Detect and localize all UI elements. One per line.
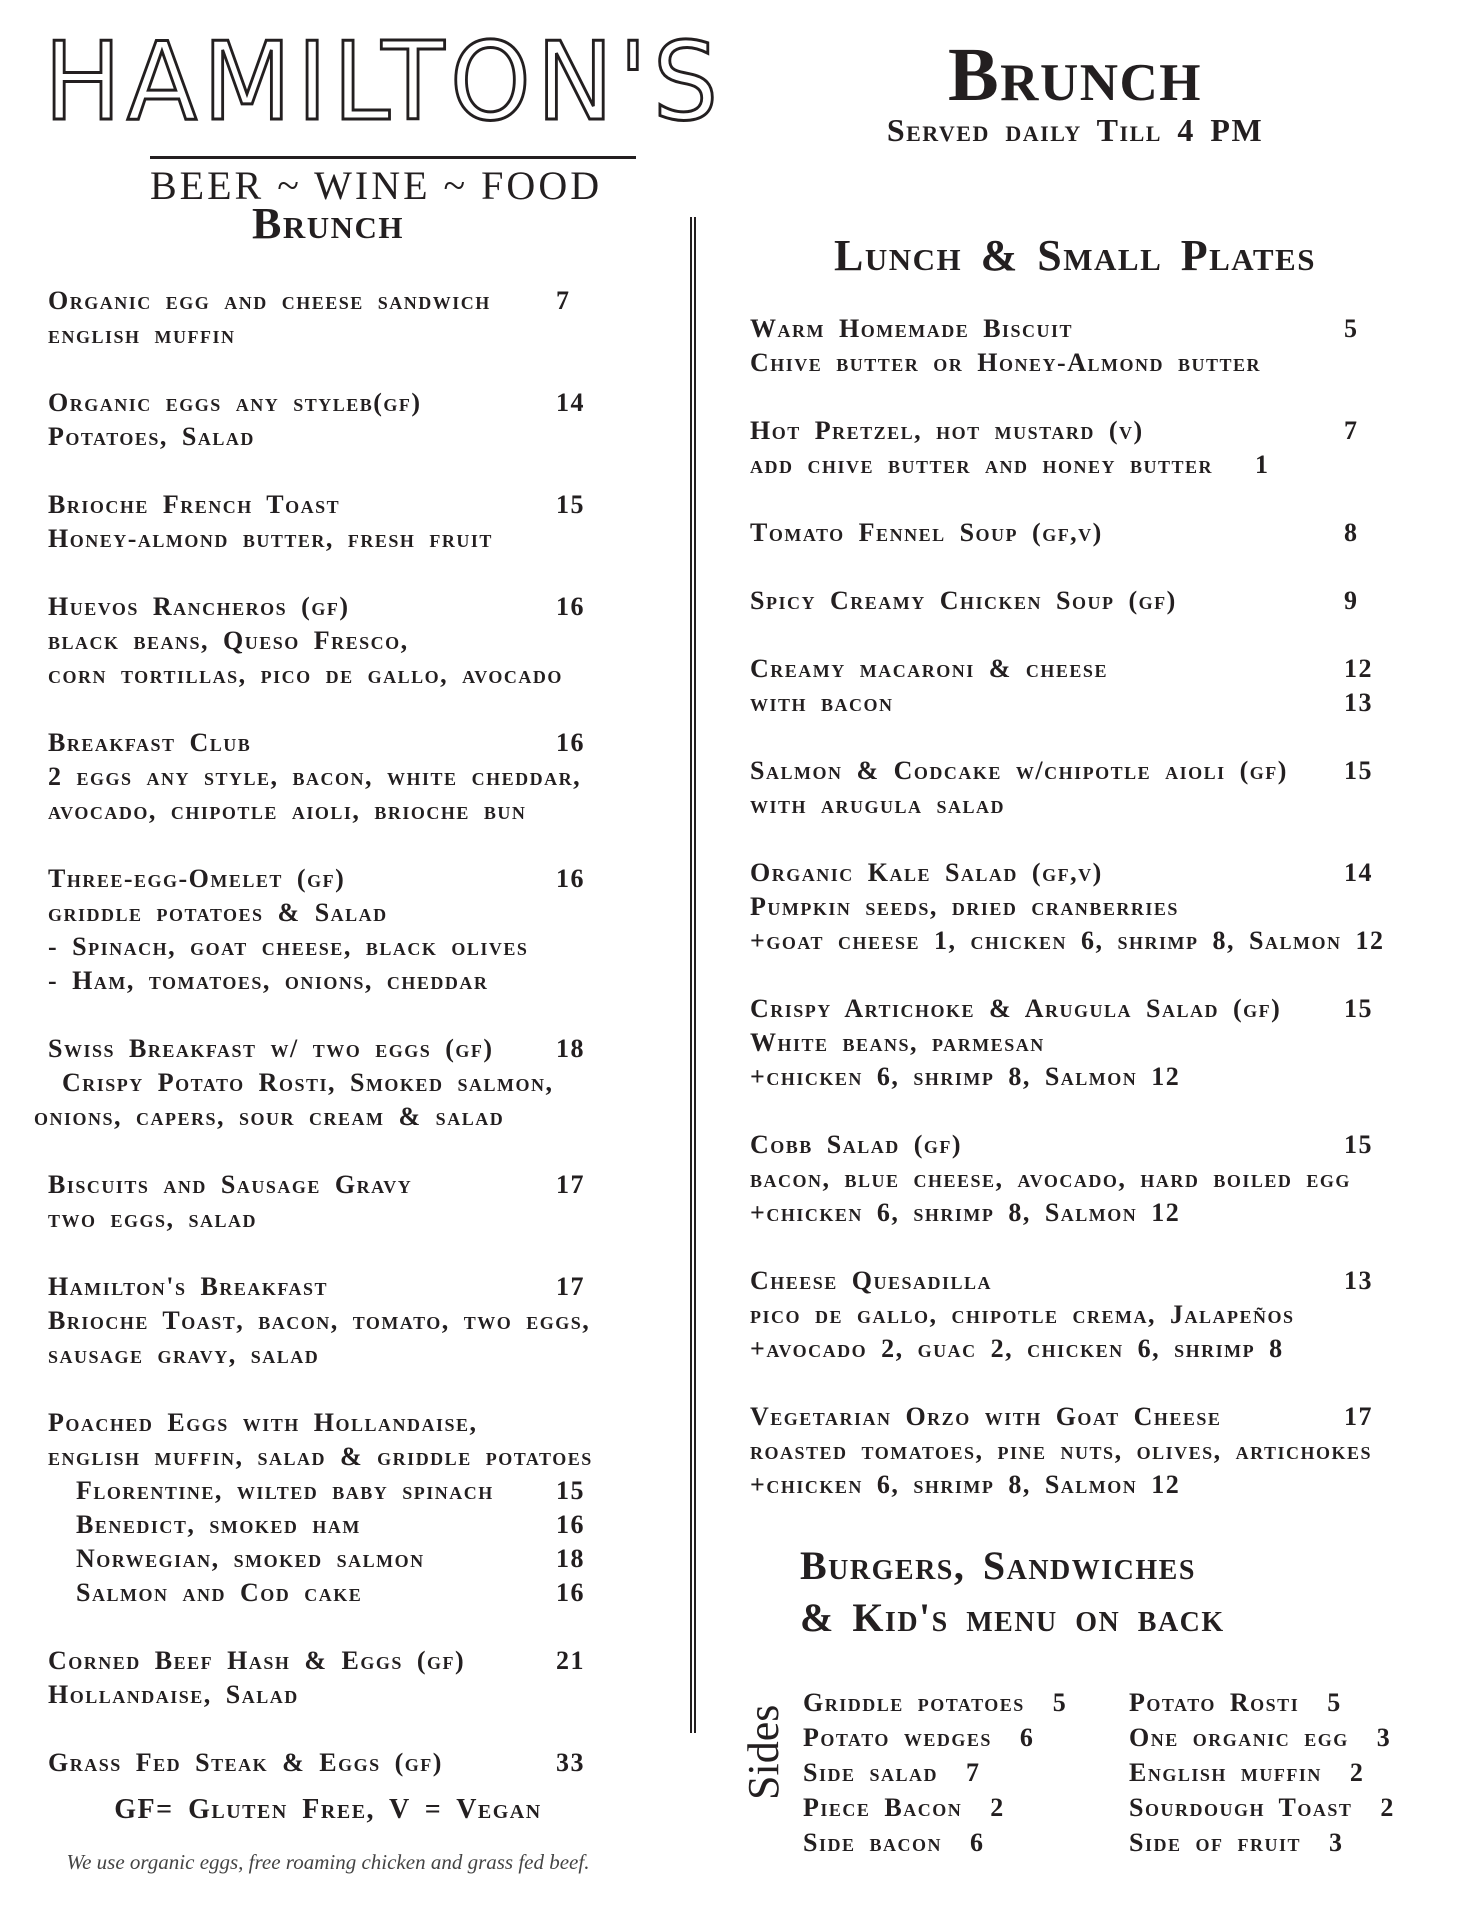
menu-item-line: [48, 1474, 648, 1508]
menu-item-text: Huevos Rancheros (gf): [48, 592, 350, 621]
menu-item-text: roasted tomatoes, pine nuts, olives, artichokes: [750, 1436, 1372, 1465]
menu-item-line: [48, 1168, 648, 1202]
menu-item-line: [48, 1440, 648, 1474]
menu-item-text: Hollandaise, Salad: [48, 1680, 299, 1709]
menu-item-line: [48, 726, 648, 760]
side-item: Side of fruit 3: [1129, 1828, 1344, 1857]
menu-item-line: [750, 1298, 1390, 1332]
logo-name: HAMILTON'S: [44, 20, 724, 145]
menu-item-price: 16: [556, 1510, 585, 1539]
menu-item-text: - Spinach, goat cheese, black olives: [48, 932, 529, 961]
menu-item-line: [750, 516, 1390, 550]
side-item: Sourdough Toast 2: [1129, 1793, 1395, 1822]
menu-item-text: Crispy Artichoke & Arugula Salad (gf): [750, 994, 1282, 1023]
served-hours: Served daily Till 4 PM: [886, 112, 1264, 148]
menu-item-price: 12: [1344, 654, 1373, 683]
menu-item: [48, 726, 648, 828]
menu-item: [750, 516, 1390, 550]
menu-item-text: english muffin: [48, 320, 236, 349]
menu-item-line: [48, 760, 648, 794]
menu-item-line: [48, 1202, 648, 1236]
menu-item-text: Salmon & Codcake w/chipotle aioli (gf): [750, 756, 1288, 785]
menu-item: [48, 1168, 648, 1236]
side-item: English muffin 2: [1129, 1758, 1365, 1787]
menu-item-text: bacon, blue cheese, avocado, hard boiled egg: [750, 1164, 1351, 1193]
burgers-note-line: & Kid's menu on back: [800, 1595, 1225, 1640]
menu-item-text: Organic egg and cheese sandwich: [48, 286, 491, 315]
menu-item: [750, 652, 1390, 720]
menu-item-line: [48, 1304, 648, 1338]
menu-item-price: 7: [1344, 416, 1359, 445]
menu-item-text: pico de gallo, chipotle crema, Jalapeños: [750, 1300, 1295, 1329]
menu-item-line: [750, 924, 1390, 958]
menu-item-line: [750, 414, 1390, 448]
diet-legend: GF= Gluten Free, V = Vegan: [114, 1794, 542, 1825]
menu-item-line: [750, 754, 1390, 788]
menu-item-price: 15: [556, 490, 585, 519]
menu-item: [48, 862, 648, 998]
menu-item-line: [750, 856, 1390, 890]
menu-item: [48, 1406, 648, 1610]
menu-item-text: Corned Beef Hash & Eggs (gf): [48, 1646, 466, 1675]
menu-item-line: [750, 312, 1390, 346]
menu-item-line: [750, 652, 1390, 686]
menu-item-text: black beans, Queso Fresco,: [48, 626, 409, 655]
menu-item: [48, 1746, 648, 1780]
menu-item-line: [48, 1576, 648, 1610]
menu-item-line: [750, 686, 1390, 720]
menu-item-text: +goat cheese 1, chicken 6, shrimp 8, Salmon 12: [750, 926, 1385, 955]
menu-item-line: [48, 896, 648, 930]
menu-item-text: two eggs, salad: [48, 1204, 258, 1233]
menu-item-text: Florentine, wilted baby spinach: [76, 1476, 494, 1505]
menu-item-line: [48, 1746, 648, 1780]
menu-item-text: Vegetarian Orzo with Goat Cheese: [750, 1402, 1222, 1431]
menu-item-line: [48, 1508, 648, 1542]
menu-item-text: add chive butter and honey butter 1: [750, 450, 1270, 479]
menu-item: [750, 856, 1390, 958]
menu-item: [750, 754, 1390, 822]
menu-item-price: 15: [556, 1476, 585, 1505]
menu-item-line: [750, 890, 1390, 924]
menu-item-line: [750, 1128, 1390, 1162]
menu-item-text: Salmon and Cod cake: [76, 1578, 363, 1607]
menu-item-text: Benedict, smoked ham: [76, 1510, 361, 1539]
menu-item: [750, 992, 1390, 1094]
menu-item-text: onions, capers, sour cream & salad: [34, 1102, 505, 1131]
logo-rule: [150, 156, 636, 159]
menu-item-line: [48, 658, 648, 692]
menu-item-text: Chive butter or Honey-Almond butter: [750, 348, 1261, 377]
menu-item-text: Poached Eggs with Hollandaise,: [48, 1408, 478, 1437]
menu-item-line: [48, 318, 648, 352]
menu-item-line: [48, 794, 648, 828]
menu-item-price: 13: [1344, 688, 1373, 717]
menu-item: [48, 386, 648, 454]
menu-item: [750, 312, 1390, 380]
column-divider: [690, 217, 696, 1733]
menu-item-line: [750, 1264, 1390, 1298]
menu-item-text: Three-egg-Omelet (gf): [48, 864, 346, 893]
menu-item-line: [750, 1400, 1390, 1434]
menu-item-line: [34, 1100, 648, 1134]
menu-item: [750, 1128, 1390, 1230]
menu-item-price: 18: [556, 1544, 585, 1573]
menu-item-text: Honey-almond butter, fresh fruit: [48, 524, 493, 553]
menu-item-text: +chicken 6, shrimp 8, Salmon 12: [750, 1062, 1181, 1091]
menu-item-text: Swiss Breakfast w/ two eggs (gf): [48, 1034, 494, 1063]
menu-item-line: [750, 584, 1390, 618]
menu-item-line: [750, 1162, 1390, 1196]
menu-item-line: [48, 964, 648, 998]
menu-item-text: +avocado 2, guac 2, chicken 6, shrimp 8: [750, 1334, 1284, 1363]
menu-item-text: Tomato Fennel Soup (gf,v): [750, 518, 1103, 547]
side-item: Griddle potatoes 5: [803, 1688, 1068, 1717]
menu-item-line: [48, 930, 648, 964]
menu-item-price: 18: [556, 1034, 585, 1063]
menu-item: [750, 1264, 1390, 1366]
menu-item-line: [48, 1032, 648, 1066]
menu-item: [48, 488, 648, 556]
menu-item-text: corn tortillas, pico de gallo, avocado: [48, 660, 563, 689]
menu-item-price: 16: [556, 592, 585, 621]
menu-item-price: 33: [556, 1748, 585, 1777]
menu-item-text: Organic eggs any styleb(gf): [48, 388, 422, 417]
sides-column: [1129, 1685, 1395, 1860]
menu-item-price: 21: [556, 1646, 585, 1675]
menu-item-line: [48, 1066, 648, 1100]
menu-item-price: 7: [556, 286, 571, 315]
menu-item-line: [48, 1270, 648, 1304]
lunch-heading: Lunch & Small Plates: [834, 231, 1316, 280]
menu-item-text: english muffin, salad & griddle potatoes: [48, 1442, 593, 1471]
menu-item-price: 16: [556, 728, 585, 757]
menu-item-text: Cheese Quesadilla: [750, 1266, 993, 1295]
sides-column: [803, 1685, 1067, 1860]
menu-item: [750, 414, 1390, 482]
logo-tagline: BEER ~ WINE ~ FOOD: [150, 163, 603, 208]
menu-item-line: [750, 346, 1390, 380]
logo: [44, 20, 724, 208]
side-item: One organic egg 3: [1129, 1723, 1392, 1752]
menu-item-text: Potatoes, Salad: [48, 422, 255, 451]
menu-item-text: +chicken 6, shrimp 8, Salmon 12: [750, 1470, 1181, 1499]
menu-item: [48, 284, 648, 352]
burgers-note: [800, 1540, 1225, 1644]
menu-item-price: 17: [556, 1272, 585, 1301]
page-title: Brunch: [947, 33, 1203, 117]
menu-item: [48, 1644, 648, 1712]
menu-item-text: Breakfast Club: [48, 728, 252, 757]
menu-item: [48, 590, 648, 692]
menu-item-line: [48, 284, 648, 318]
menu-item-text: +chicken 6, shrimp 8, Salmon 12: [750, 1198, 1181, 1227]
menu-item-text: Norwegian, smoked salmon: [76, 1544, 425, 1573]
menu-item-line: [750, 1468, 1390, 1502]
menu-item-text: Brioche Toast, bacon, tomato, two eggs,: [48, 1306, 591, 1335]
menu-item-line: [750, 788, 1390, 822]
menu-item: [750, 584, 1390, 618]
menu-item-price: 9: [1344, 586, 1359, 615]
menu-item-line: [750, 1060, 1390, 1094]
menu-item-line: [48, 522, 648, 556]
menu-item: [48, 1270, 648, 1372]
menu-item-text: Hot Pretzel, hot mustard (v): [750, 416, 1144, 445]
menu-item-text: Grass Fed Steak & Eggs (gf): [48, 1748, 443, 1777]
menu-item: [34, 1032, 648, 1134]
menu-item-text: 2 eggs any style, bacon, white cheddar,: [48, 762, 582, 791]
menu-item-text: Brioche French Toast: [48, 490, 341, 519]
menu-item-text: avocado, chipotle aioli, brioche bun: [48, 796, 527, 825]
menu-item-line: [48, 1678, 648, 1712]
menu-item-text: sausage gravy, salad: [48, 1340, 320, 1369]
menu-item-line: [48, 1338, 648, 1372]
menu-item-line: [750, 448, 1390, 482]
menu-item-price: 14: [1344, 858, 1373, 887]
menu-item-line: [750, 1026, 1390, 1060]
menu-item-text: griddle potatoes & Salad: [48, 898, 388, 927]
sides-label: Sides: [739, 1704, 788, 1800]
side-item: Piece Bacon 2: [803, 1793, 1005, 1822]
menu-item-line: [750, 1196, 1390, 1230]
menu-item-line: [48, 624, 648, 658]
menu-item-text: Cobb Salad (gf): [750, 1130, 963, 1159]
menu-item-line: [48, 1406, 648, 1440]
menu-item-price: 5: [1344, 314, 1359, 343]
menu-item-line: [48, 488, 648, 522]
menu-item-text: Creamy macaroni & cheese: [750, 654, 1108, 683]
menu-item-text: with arugula salad: [750, 790, 1006, 819]
menu-item-text: Hamilton's Breakfast: [48, 1272, 329, 1301]
burgers-note-line: Burgers, Sandwiches: [800, 1543, 1196, 1588]
menu-item-price: 17: [556, 1170, 585, 1199]
side-item: Side salad 7: [803, 1758, 981, 1787]
sourcing-note: We use organic eggs, free roaming chicken and grass fed beef.: [66, 1850, 590, 1874]
menu-item-price: 8: [1344, 518, 1359, 547]
menu-item-line: [48, 590, 648, 624]
menu-item-text: Warm Homemade Biscuit: [750, 314, 1074, 343]
menu-item-text: Crispy Potato Rosti, Smoked salmon,: [48, 1068, 554, 1097]
menu-item-text: with bacon: [750, 688, 894, 717]
menu-item-price: 16: [556, 864, 585, 893]
menu-item-text: Spicy Creamy Chicken Soup (gf): [750, 586, 1177, 615]
side-item: Side bacon 6: [803, 1828, 985, 1857]
menu-item-line: [750, 1434, 1390, 1468]
menu-item-text: - Ham, tomatoes, onions, cheddar: [48, 966, 489, 995]
menu-item-price: 14: [556, 388, 585, 417]
lunch-menu: [750, 312, 1390, 1536]
brunch-menu: [34, 284, 648, 1814]
menu-item-text: Organic Kale Salad (gf,v): [750, 858, 1103, 887]
side-item: Potato wedges 6: [803, 1723, 1035, 1752]
menu-item-line: [48, 1644, 648, 1678]
brunch-heading: Brunch: [251, 199, 404, 248]
menu-item: [750, 1400, 1390, 1502]
menu-item-text: Biscuits and Sausage Gravy: [48, 1170, 413, 1199]
menu-item-line: [48, 420, 648, 454]
menu-item-line: [750, 1332, 1390, 1366]
menu-item-price: 16: [556, 1578, 585, 1607]
menu-item-price: 17: [1344, 1402, 1373, 1431]
menu-item-line: [48, 1542, 648, 1576]
menu-item-price: 15: [1344, 1130, 1373, 1159]
menu-item-line: [48, 386, 648, 420]
menu-item-price: 15: [1344, 994, 1373, 1023]
menu-item-text: Pumpkin seeds, dried cranberries: [750, 892, 1179, 921]
menu-item-price: 13: [1344, 1266, 1373, 1295]
menu-item-text: White beans, parmesan: [750, 1028, 1045, 1057]
menu-item-line: [48, 862, 648, 896]
menu-item-price: 15: [1344, 756, 1373, 785]
side-item: Potato Rosti 5: [1129, 1688, 1342, 1717]
menu-item-line: [750, 992, 1390, 1026]
